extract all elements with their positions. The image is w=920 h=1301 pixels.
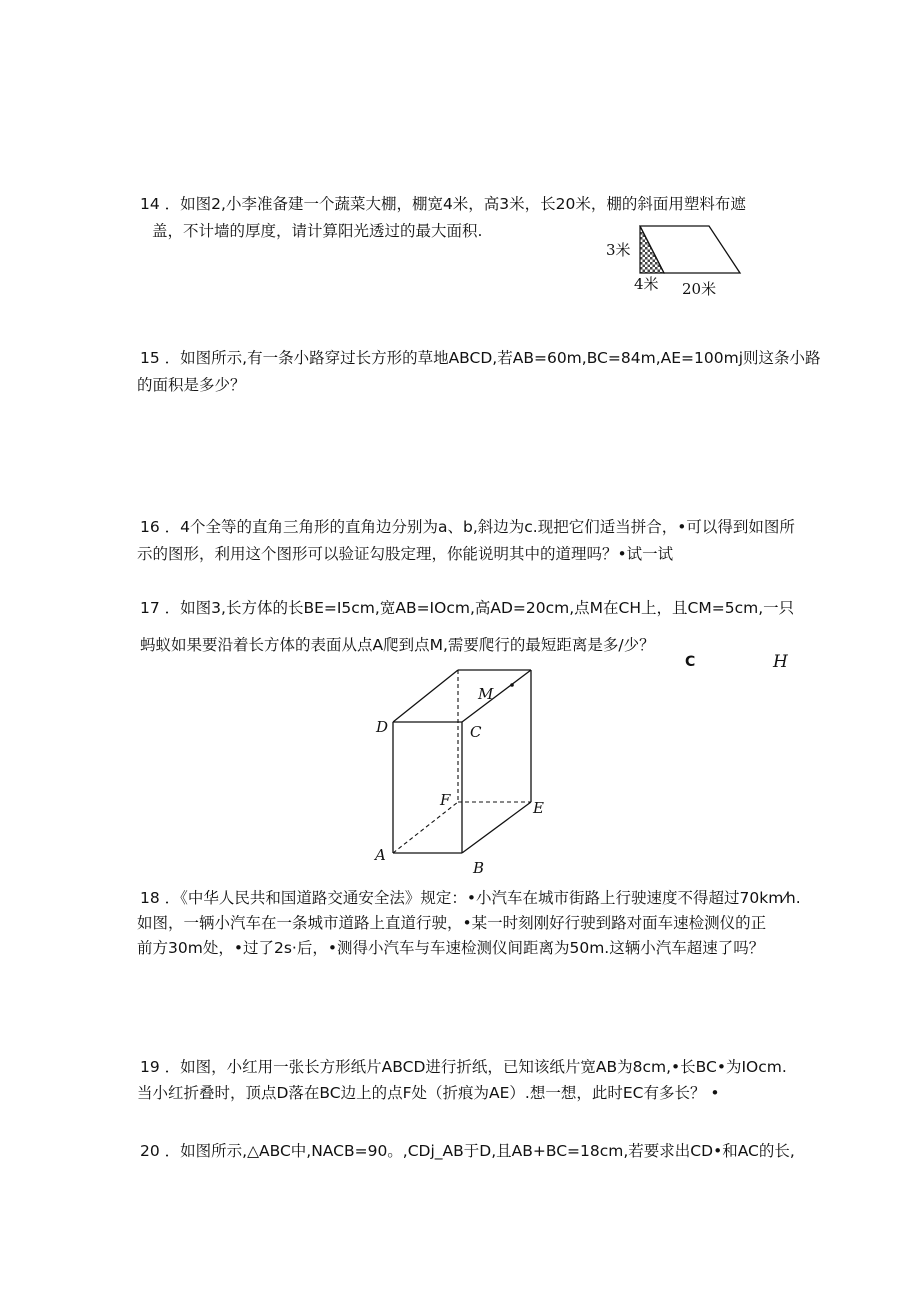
cuboid-figure xyxy=(370,660,570,880)
height-label: 3米 xyxy=(606,241,631,259)
q18-line-2: 如图，一辆小汽车在一条城市道路上直道行驶，•某一时刻刚好行驶到路对面车速检测仪的正 xyxy=(137,914,767,932)
point-m xyxy=(510,683,514,687)
q18-line-1: 18 ．《中华人民共和国道路交通安全法》规定：•小汽车在城市街路上行驶速度不得超过70km⁄h. xyxy=(140,889,801,907)
q17-line-1: 17 ．如图3,长方体的长BE=I5cm,宽AB=IOcm,高AD=20cm,点M在CH上，且CM=5cm,一只 xyxy=(140,599,795,617)
greenhouse-figure xyxy=(600,222,750,302)
label-e: E xyxy=(533,799,544,817)
q20-line-1: 20 ．如图所示,△ABC中,NACB=90。,CDj_AB于D,且AB+BC=18cm,若要求出CD•和AC的长, xyxy=(140,1142,795,1160)
q16-line-1: 16 ．4个全等的直角三角形的直角边分别为a、b,斜边为c.现把它们适当拼合，•可以得到如图所 xyxy=(140,518,795,536)
q14-line-1: 14 ．如图2,小李准备建一个蔬菜大棚，棚宽4米，高3米，长20米，棚的斜面用塑料布遮 xyxy=(140,195,746,213)
edge-ch xyxy=(462,670,531,722)
q15-line-2: 的面积是多少？ xyxy=(137,376,246,394)
label-a: A xyxy=(375,846,386,864)
width-label: 4米 xyxy=(634,275,659,293)
q16-line-2: 示的图形，利用这个图形可以验证勾股定理，你能说明其中的道理吗？•试一试 xyxy=(137,545,674,563)
length-label: 20米 xyxy=(682,280,717,298)
label-c: C xyxy=(470,723,482,741)
label-m: M xyxy=(478,685,494,703)
q19-line-1: 19 ．如图，小红用一张长方形纸片ABCD进行折纸，已知该纸片宽AB为8cm,•长BC•为IOcm. xyxy=(140,1058,787,1076)
stray-label-c: C xyxy=(685,654,696,670)
q14-line-2: 盖，不计墙的厚度，请计算阳光透过的最大面积. xyxy=(152,222,483,240)
label-d: D xyxy=(376,718,389,736)
q19-line-2: 当小红折叠时，顶点D落在BC边上的点F处（折痕为AE）.想一想，此时EC有多长？ • xyxy=(137,1084,720,1102)
label-f: F xyxy=(440,791,451,809)
q17-line-2: 蚂蚁如果要沿着长方体的表面从点A爬到点M,需要爬行的最短距离是多/少？ xyxy=(140,636,655,654)
stray-label-h: H xyxy=(773,652,788,672)
hidden-edge-af xyxy=(393,802,458,853)
edge-top-left xyxy=(393,670,458,722)
q15-line-1: 15 ．如图所示,有一条小路穿过长方形的草地ABCD,若AB=60m,BC=84m,AE=100mj则这条小路 xyxy=(140,349,821,367)
label-b: B xyxy=(473,859,485,877)
q18-line-3: 前方30m处，•过了2s·后，•测得小汽车与车速检测仪间距离为50m.这辆小汽车超速了吗？ xyxy=(137,939,765,957)
edge-be xyxy=(462,802,531,853)
